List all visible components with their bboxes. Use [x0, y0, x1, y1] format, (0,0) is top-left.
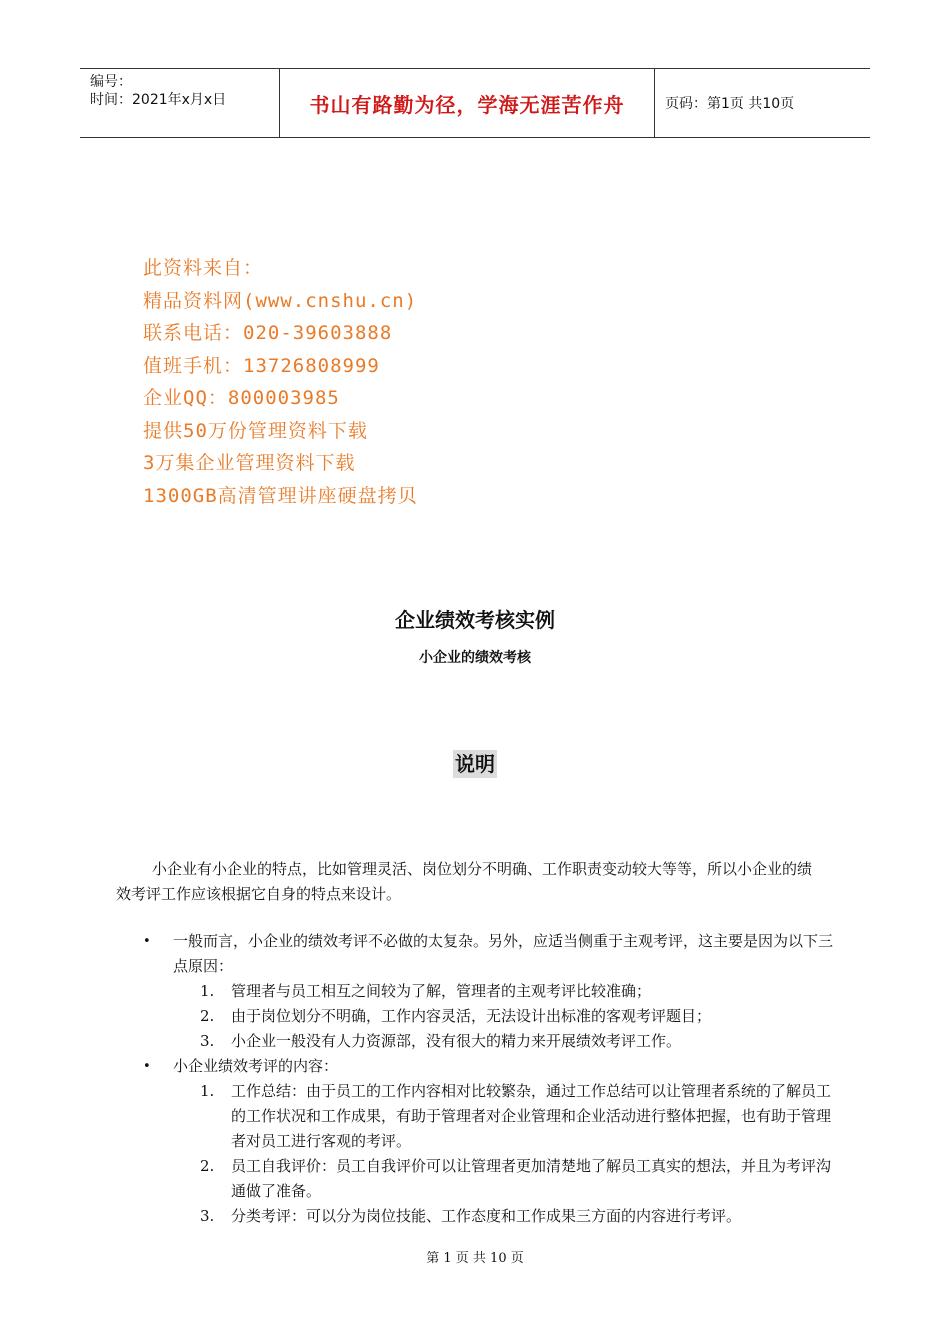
promo-block [143, 252, 418, 512]
bullet-icon: • [143, 934, 151, 949]
document-number-label: 编号： [90, 74, 132, 90]
document-subtitle: 小企业的绩效考核 [419, 650, 531, 666]
list-text: 员工自我评价：员工自我评价可以让管理者更加清楚地了解员工真实的想法，并且为考评沟通做了准备。 [231, 1157, 832, 1200]
list-number: 2. [200, 1007, 215, 1025]
promo-line: 企业QQ：800003985 [143, 387, 340, 409]
list-item [200, 1154, 840, 1204]
promo-line: 此资料来自： [143, 257, 264, 279]
list-number: 1. [200, 982, 215, 1000]
bullet-text: 一般而言，小企业的绩效考评不必做的太复杂。另外，应适当侧重于主观考评，这主要是因为以下三点原因： [173, 932, 834, 975]
list-item [200, 1079, 840, 1154]
list-item [200, 1204, 840, 1229]
list-number: 1. [200, 1082, 215, 1100]
bullet-item [140, 1054, 840, 1079]
document-time-label: 时间：2021年x月x日 [90, 92, 227, 108]
bullet-item [140, 929, 840, 979]
promo-line: 提供50万份管理资料下载 [143, 419, 368, 442]
promo-line: 精品资料网(www.cnshu.cn) [143, 289, 418, 312]
page-footer: 第 1 页 共 10 页 [426, 1251, 524, 1266]
list-text: 工作总结：由于员工的工作内容相对比较繁杂，通过工作总结可以让管理者系统的了解员工的工作状况和工作成果，有助于管理者对企业管理和企业活动进行整体把握，也有助于管理者对员工进行客观的考评。 [231, 1082, 832, 1150]
promo-line: 1300GB高清管理讲座硬盘拷贝 [143, 484, 418, 507]
promo-line: 3万集企业管理资料下载 [143, 452, 356, 474]
promo-line: 值班手机：13726808999 [143, 354, 380, 377]
header-motto: 书山有路勤为径，学海无涯苦作舟 [280, 69, 655, 137]
list-text: 分类考评：可以分为岗位技能、工作态度和工作成果三方面的内容进行考评。 [231, 1207, 742, 1225]
bullet-text: 小企业绩效考评的内容： [173, 1057, 339, 1075]
list-number: 3. [200, 1032, 215, 1050]
bullet-icon: • [143, 1059, 151, 1074]
bullet-list [140, 929, 840, 1229]
list-number: 2. [200, 1157, 215, 1175]
list-item [200, 979, 840, 1004]
numbered-list [200, 979, 840, 1054]
list-text: 管理者与员工相互之间较为了解，管理者的主观考评比较准确； [231, 982, 652, 1000]
section-heading: 说明 [455, 752, 495, 776]
document-title: 企业绩效考核实例 [395, 608, 555, 632]
header-page-info: 页码：第1页 共10页 [665, 96, 795, 112]
list-text: 小企业一般没有人力资源部，没有很大的精力来开展绩效考评工作。 [231, 1032, 682, 1050]
list-number: 3. [200, 1207, 215, 1225]
promo-line: 联系电话：020-39603888 [143, 322, 393, 344]
page-header [80, 68, 870, 138]
intro-paragraph: 小企业有小企业的特点，比如管理灵活、岗位划分不明确、工作职责变动较大等等，所以小企业的绩效考评工作应该根据它自身的特点来设计。 [116, 860, 813, 903]
list-item [200, 1029, 840, 1054]
section-heading-wrap [0, 748, 950, 777]
header-meta [80, 69, 280, 137]
numbered-list [200, 1079, 840, 1229]
list-item [200, 1004, 840, 1029]
list-text: 由于岗位划分不明确，工作内容灵活，无法设计出标准的客观考评题目； [231, 1007, 712, 1025]
